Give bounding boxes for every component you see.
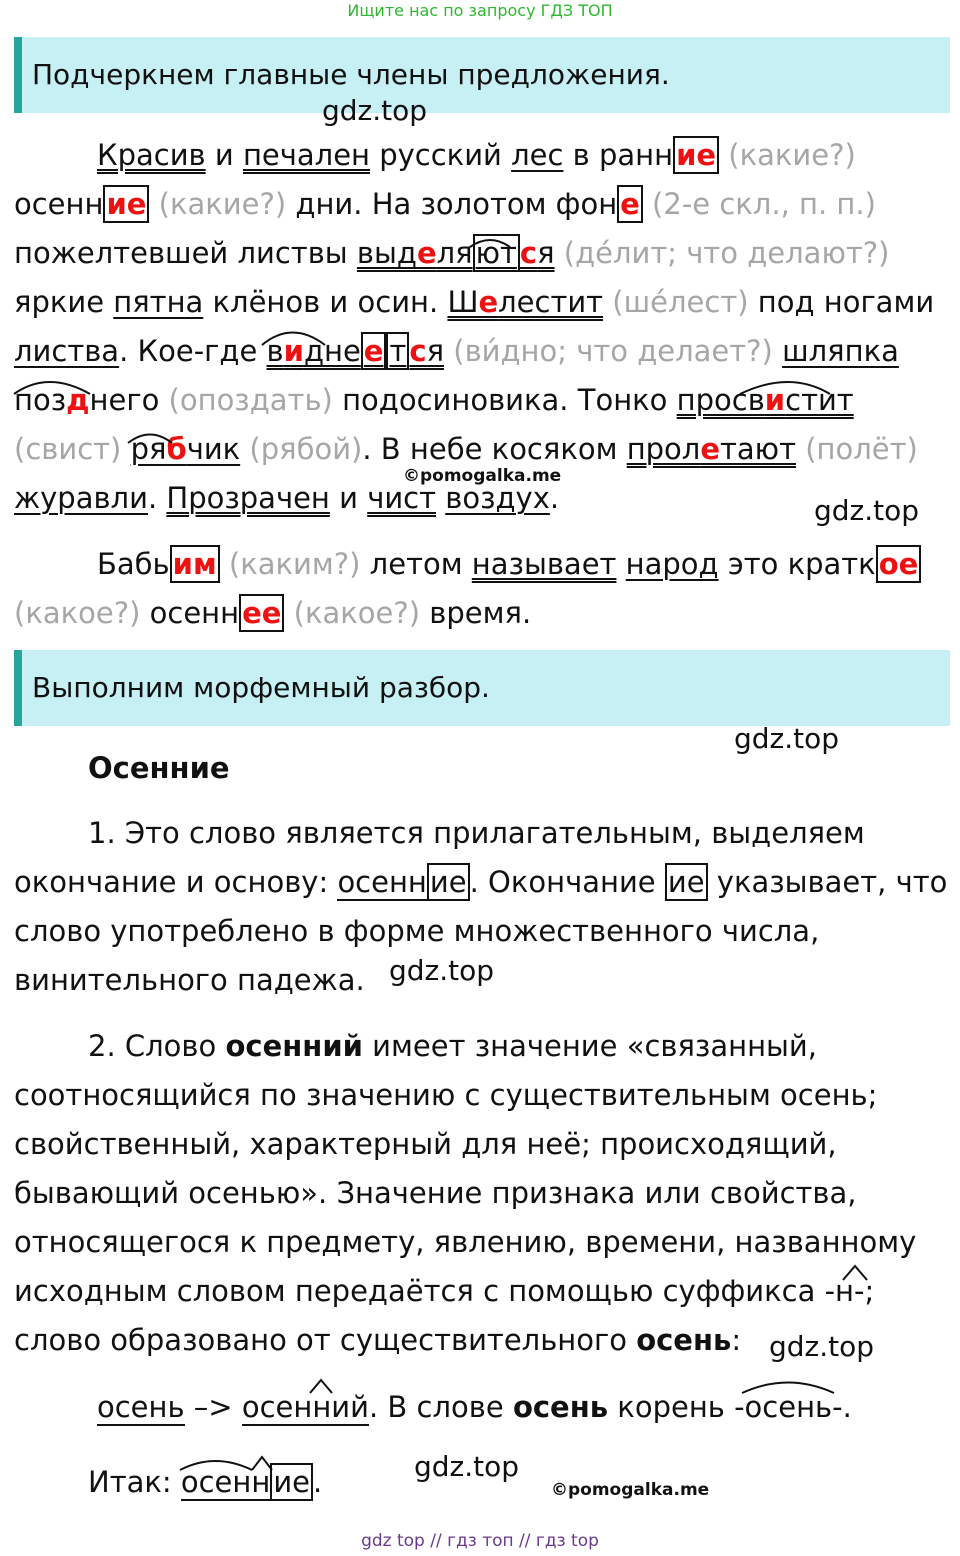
root-arc (14, 382, 90, 394)
hint-question: (полёт) (796, 432, 918, 466)
ending-box: ие (103, 185, 149, 223)
subject-word: листва (14, 334, 120, 368)
text-fragment: и (205, 138, 243, 172)
hint-question: (каким?) (219, 547, 361, 581)
ending-box: е (617, 185, 643, 223)
ending-box: ее (239, 594, 284, 632)
consonant-highlight: б (166, 432, 187, 466)
subject-word: шляпка (782, 334, 899, 368)
ending-box: ие (665, 863, 708, 901)
text-fragment: Бабь (97, 547, 170, 581)
search-hint: Ищите нас по запросу ГДЗ ТОП (347, 1, 613, 20)
predicate-word: чист (367, 481, 437, 515)
word-part: дне (303, 334, 361, 368)
ending-box: т (386, 332, 409, 370)
vowel-highlight: и (764, 383, 786, 417)
bold-word: осенний (225, 1029, 363, 1063)
text-fragment: . Окончание (469, 865, 665, 899)
word-part: стит (785, 383, 854, 417)
hint-question: (рябой) (240, 432, 363, 466)
predicate-word: Прозрачен (166, 481, 330, 515)
word-part: я (537, 236, 555, 270)
ending-box: ют (473, 234, 520, 272)
text-fragment: . (313, 1465, 323, 1499)
subject-word: народ (625, 547, 719, 581)
text-fragment: 2. Слово (88, 1029, 226, 1063)
para1-line-3: слово употреблено в форме множественного числа, (14, 914, 820, 948)
subject-word: журавли (14, 481, 148, 515)
text-fragment: . Кое-где (119, 334, 267, 368)
word-part: выд (356, 236, 417, 270)
root-arc (128, 435, 172, 444)
word-heading: Осенние (88, 751, 230, 785)
ending-box: е (361, 332, 387, 370)
root-arc (742, 1383, 834, 1394)
text-fragment: . (147, 481, 167, 515)
stem-word: осенн (337, 865, 427, 899)
bold-word: осень (512, 1390, 609, 1424)
text-fragment: время. (420, 596, 532, 630)
word-part: в (266, 334, 284, 368)
ending-box: ие (673, 136, 719, 174)
word-part: поз (14, 383, 67, 417)
watermark-gdz: gdz.top (814, 494, 920, 527)
para2-line-4: бывающий осенью». Значение признака или свойства, (14, 1176, 857, 1210)
ending-box: им (170, 545, 220, 583)
text-fragment: под ногами (748, 285, 935, 319)
suffix-mark (252, 1457, 272, 1470)
ending-box: ие (427, 863, 470, 901)
stem-word: осенний (241, 1390, 369, 1424)
text-fragment: и (329, 481, 368, 515)
hint-question: (какое?) (14, 596, 141, 630)
section-title-1-text: Подчеркнем главные члены предложения. (32, 58, 670, 91)
root-arc (740, 382, 830, 394)
word-part: него (89, 383, 160, 417)
hint-question: (какое?) (284, 596, 421, 630)
watermark-gdz: gdz.top (734, 722, 840, 755)
hint-question: (какие?) (719, 138, 856, 172)
watermark-gdz: gdz.top (389, 954, 495, 987)
suffix-highlight: с (519, 236, 538, 270)
para1-line-1: 1. Это слово является прилагательным, выделяем (88, 816, 865, 850)
text-fragment: указывает, что (707, 865, 948, 899)
text-fragment: Итак: (88, 1465, 181, 1499)
text-fragment: летом (360, 547, 472, 581)
word-part: ря (130, 432, 167, 466)
para2-line-6: исходным словом передаётся с помощью суффикса -н-; (14, 1274, 875, 1308)
section-title-2-text: Выполним морфемный разбор. (32, 671, 490, 704)
word-part: прол (626, 432, 701, 466)
root-arc (470, 240, 510, 247)
suffix-mark (310, 1380, 332, 1393)
text-fragment: подосиновика. Тонко (332, 383, 677, 417)
stem-word: осень (97, 1390, 185, 1424)
para2-line-5: относящегося к предмету, явлению, времени, названному (14, 1225, 917, 1259)
vowel-highlight: и (283, 334, 304, 368)
watermark-gdz: gdz.top (414, 1450, 520, 1483)
text-fragment: пожелтевшей листвы (14, 236, 357, 270)
text-fragment: слово образовано от существительного (14, 1323, 637, 1357)
hint-question: (свист) (14, 432, 122, 466)
predicate-word: печален (242, 138, 370, 172)
bold-word: осень (636, 1323, 732, 1357)
hint-question: (какие?) (149, 187, 287, 221)
vowel-highlight: е (478, 285, 499, 319)
hint-question: (опоздать) (159, 383, 333, 417)
predicate-word: Красив (97, 138, 206, 172)
text-fragment: клёнов и осин. (203, 285, 448, 319)
root-arc (262, 333, 325, 346)
text-fragment: : (731, 1323, 742, 1357)
word-part: чик (186, 432, 241, 466)
word-part: лестит (498, 285, 604, 319)
text-fragment: осенн (140, 596, 240, 630)
hint-question: (ше́лест) (603, 285, 749, 319)
text-fragment: имеет значение «связанный, (362, 1029, 817, 1063)
vowel-highlight: е (416, 236, 437, 270)
text-fragment: корень -осень-. (608, 1390, 852, 1424)
ending-box: ие (270, 1463, 313, 1501)
text-fragment: . (549, 481, 560, 515)
subject-word: воздух (445, 481, 550, 515)
watermark-gdz: gdz.top (769, 1330, 875, 1363)
hint-question: (де́лит; что делают?) (554, 236, 890, 270)
word-part: просв (676, 383, 765, 417)
subject-word: пятна (113, 285, 204, 319)
subject-word: лес (511, 138, 564, 172)
text-fragment: . В небе косяком (362, 432, 627, 466)
para2-line-3: свойственный, характерный для неё; происходящий, (14, 1127, 837, 1161)
hint-question: (ви́дно; что делает?) (444, 334, 773, 368)
text-fragment: русский (370, 138, 512, 172)
predicate-word: называет (471, 547, 617, 581)
text-fragment: окончание и основу: (14, 865, 338, 899)
text-fragment: дни. На золотом фон (286, 187, 618, 221)
text-fragment: яркие (14, 285, 114, 319)
text-fragment: –> (184, 1390, 242, 1424)
text-fragment: осенн (14, 187, 104, 221)
vowel-highlight: е (700, 432, 721, 466)
para1-line-4: винительного падежа. (14, 963, 365, 997)
word-part: я (426, 334, 445, 368)
watermark-gdz: gdz.top (322, 94, 428, 127)
word-part: Ш (447, 285, 479, 319)
word-part: ля (436, 236, 473, 270)
consonant-highlight: д (66, 383, 90, 417)
watermark-pomogalka: ©pomogalka.me (403, 466, 562, 486)
root-arc (180, 1461, 252, 1470)
text-fragment: в ранн (563, 138, 674, 172)
suffix-highlight: с (409, 334, 427, 368)
suffix-mark (843, 1266, 867, 1280)
stem-word: осенн (180, 1465, 271, 1499)
watermark-pomogalka: ©pomogalka.me (551, 1480, 710, 1500)
text-fragment: . В слове (369, 1390, 513, 1424)
hint-question: (2-е скл., п. п.) (642, 187, 876, 221)
ending-box: ое (876, 545, 922, 583)
para2-line-2: соотносящийся по значению с существительным осень; (14, 1078, 878, 1112)
word-part: тают (720, 432, 796, 466)
text-fragment: это кратк (718, 547, 876, 581)
footer-links: gdz top // гдз топ // гдз top (361, 1531, 599, 1551)
